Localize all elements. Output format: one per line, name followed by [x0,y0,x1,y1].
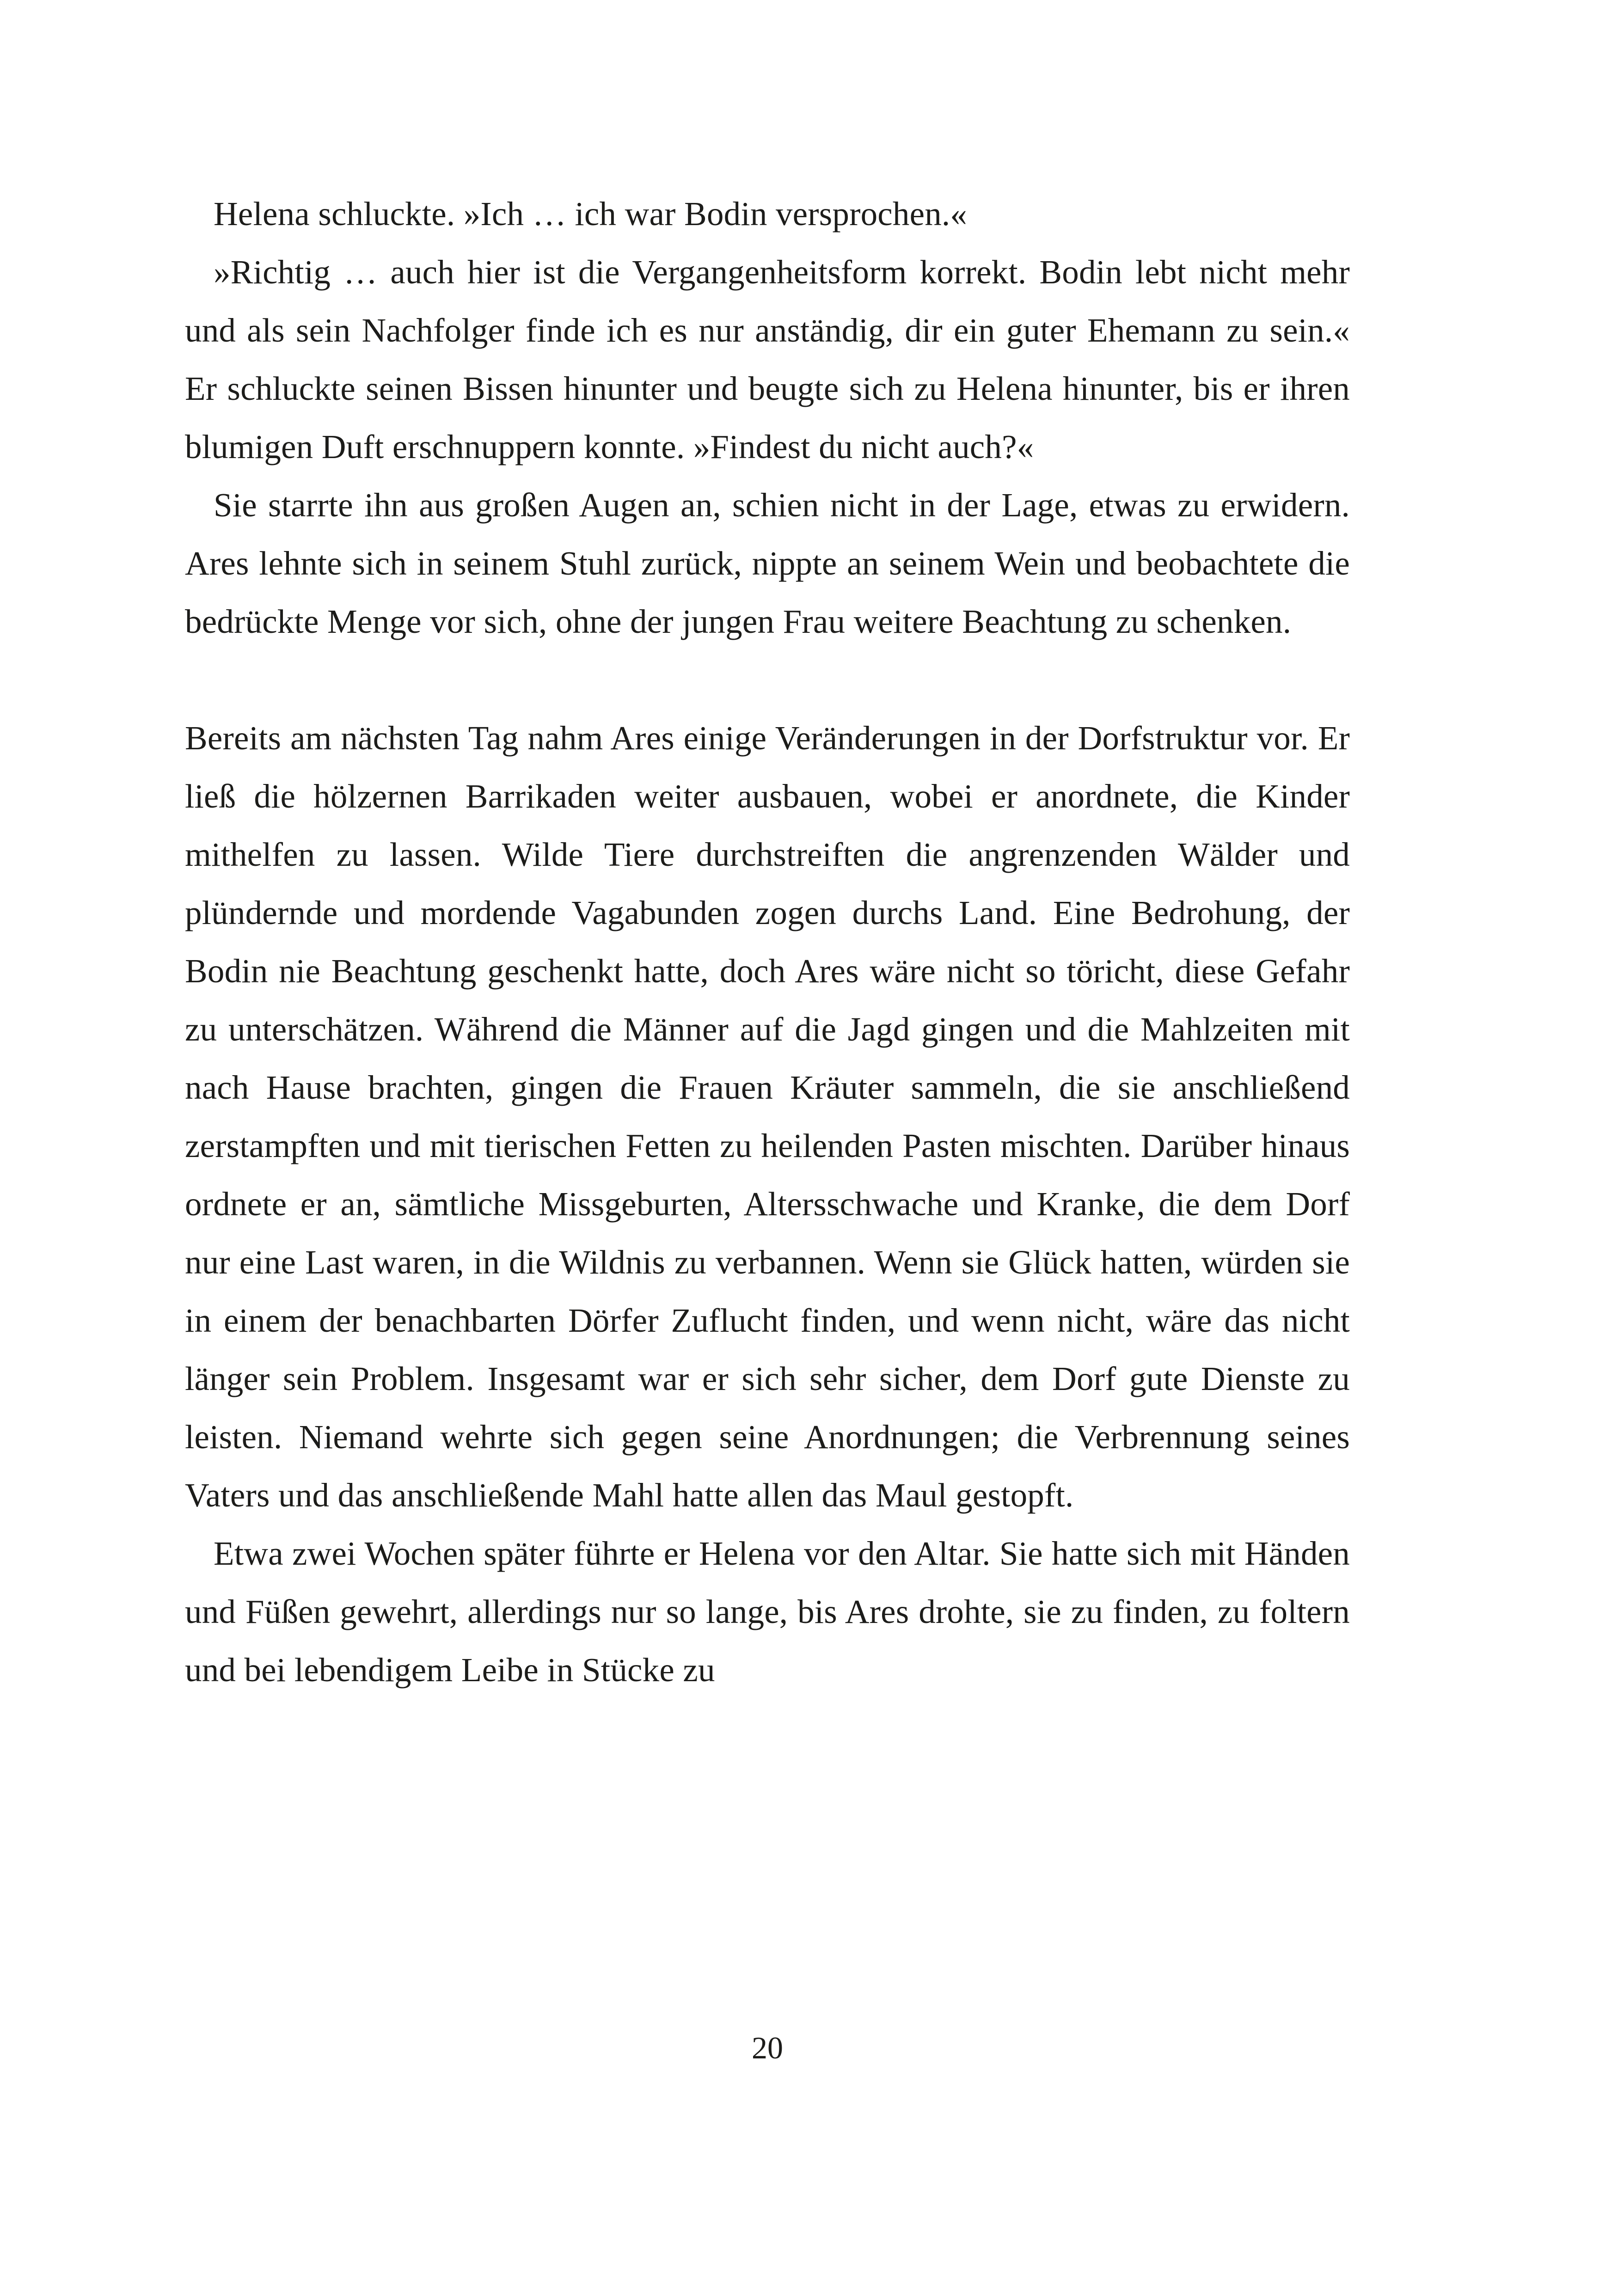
paragraph: Bereits am nächsten Tag nahm Ares einige Veränderungen in der Dorfstruktur vor. Er ließ die hölzernen Barrikaden weiter ausbauen, wobei er anordnete, die Kinder mithelfen zu lassen. Wilde Tiere durchstreiften die angrenzenden Wälder und plündernde und mordende Vagabunden zogen durchs Land. Eine Bedrohung, der Bodin nie Beachtung geschenkt hatte, doch Ares wäre nicht so töricht, diese Gefahr zu unterschätzen. Während die Männer auf die Jagd gingen und die Mahlzeiten mit nach Hause brachten, gingen die Frauen Kräuter sammeln, die sie anschließend zerstampften und mit tierischen Fetten zu heilenden Pasten mischten. Darüber hinaus ordnete er an, sämtliche Missgeburten, Altersschwache und Kranke, die dem Dorf nur eine Last waren, in die Wildnis zu verbannen. Wenn sie Glück hatten, würden sie in einem der benachbarten Dörfer Zuflucht finden, und wenn nicht, wäre das nicht länger sein Problem. Insgesamt war er sich sehr sicher, dem Dorf gute Dienste zu leisten. Niemand wehrte sich gegen seine Anordnungen; die Verbrennung seines Vaters und das anschließende Mahl hatte allen das Maul gestopft. [185,719,1350,1514]
paragraph: Sie starrte ihn aus großen Augen an, schien nicht in der Lage, etwas zu erwidern. Ares lehnte sich in seinem Stuhl zurück, nippte an seinem Wein und beobachtete die bedrückte Menge vor sich, ohne der jungen Frau weitere Beachtung zu schenken. [185,486,1350,640]
page-text [185,185,1350,1699]
page-number: 20 [752,2030,783,2065]
paragraph: Helena schluckte. »Ich … ich war Bodin versprochen.« [214,195,968,233]
paragraph: »Richtig … auch hier ist die Vergangenheitsform korrekt. Bodin lebt nicht mehr und als sein Nachfolger finde ich es nur anständig, dir ein guter Ehemann zu sein.« Er schluckte seinen Bissen hinunter und beugte sich zu Helena hinunter, bis er ihren blumigen Duft erschnuppern konnte. »Findest du nicht auch?« [185,253,1350,465]
paragraph: Etwa zwei Wochen später führte er Helena vor den Altar. Sie hatte sich mit Händen und Füßen gewehrt, allerdings nur so lange, bis Ares drohte, sie zu finden, zu foltern und bei lebendigem Leibe in Stücke zu [185,1535,1350,1689]
